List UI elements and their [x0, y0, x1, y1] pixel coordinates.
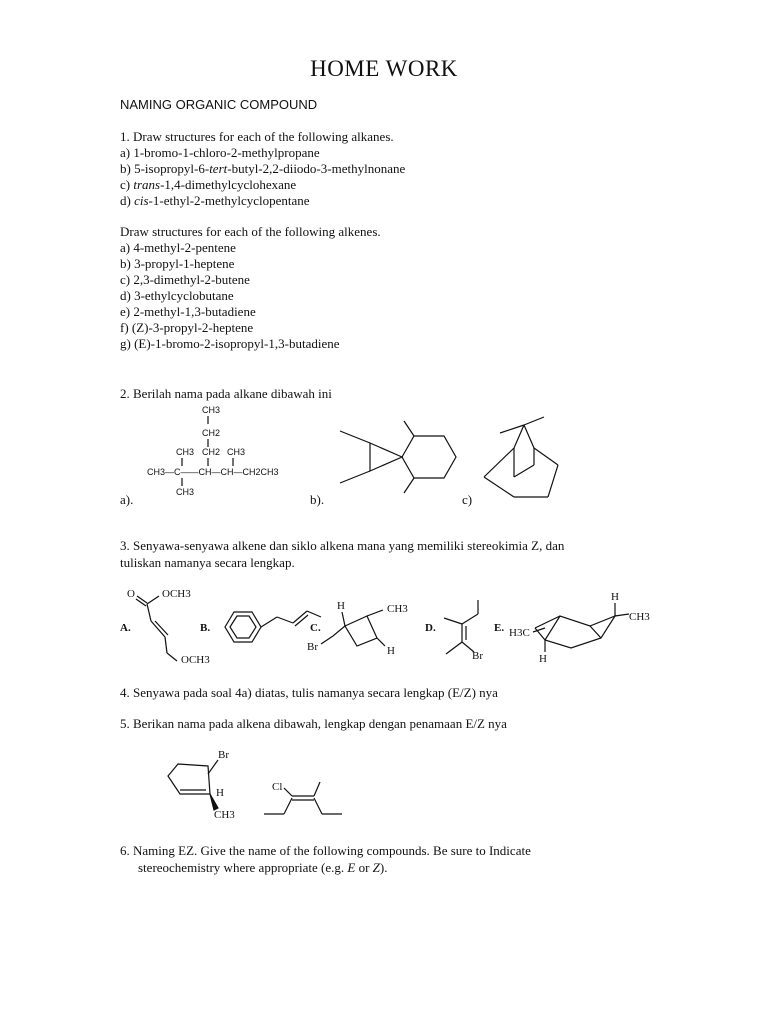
structure-3a [125, 585, 210, 670]
alkenes-heading: Draw structures for each of the following alkenes. [120, 224, 381, 239]
alkene-item: a) 4-methyl-2-pentene [120, 240, 236, 255]
atom-h-bottom-e: H [539, 653, 547, 665]
atom-ch3-1: CH3 [176, 447, 195, 457]
alkene-item: f) (Z)-3-propyl-2-heptene [120, 320, 254, 335]
atom-ch3-5: CH3 [214, 809, 235, 821]
atom-ch3-e: CH3 [629, 611, 650, 623]
q2-label-a: a). [120, 492, 134, 507]
q2-label-b: b). [310, 492, 325, 507]
atom-cl-5: Cl [272, 781, 283, 793]
cyclopropane-ring [370, 443, 402, 471]
structure-5b [262, 778, 352, 828]
main-chain: CH3—C——CH—CH—CH2CH3 [147, 467, 279, 477]
atom-ch3-c: CH3 [387, 603, 408, 615]
atom-h-bottom: H [387, 645, 395, 657]
page-title: HOME WORK [310, 56, 458, 81]
q5-text: 5. Berikan nama pada alkena dibawah, lengkap dengan penamaan E/Z nya [120, 716, 507, 731]
q3-label-a: A. [120, 622, 131, 634]
structure-2a [145, 402, 295, 502]
q3-label-e: E. [494, 622, 505, 634]
q3-label-d: D. [425, 622, 436, 634]
atom-ch3-bottom: CH3 [176, 487, 195, 497]
atom-och3-bottom: OCH3 [181, 654, 210, 666]
structure-3e [505, 588, 665, 668]
q1-item-b: b) 5-isopropyl-6-tert-butyl-2,2-diiodo-3-methylnonane [120, 161, 406, 176]
atom-h-top-e: H [611, 591, 619, 603]
alkene-item: e) 2-methyl-1,3-butadiene [120, 304, 256, 319]
atom-o: O [127, 588, 135, 600]
q3-heading-line1: 3. Senyawa-senyawa alkene dan siklo alkena mana yang memiliki stereokimia Z, dan [120, 538, 565, 553]
atom-ch2-b: CH2 [202, 447, 221, 457]
q4-text: 4. Senyawa pada soal 4a) diatas, tulis namanya secara lengkap (E/Z) nya [120, 685, 498, 700]
q1-item-c: c) trans-1,4-dimethylcyclohexane [120, 177, 297, 192]
q6-line2: stereochemistry where appropriate (e.g. E or Z). [138, 860, 388, 875]
structure-2c [478, 415, 578, 505]
q2-heading: 2. Berilah nama pada alkane dibawah ini [120, 386, 332, 401]
atom-ch3-top: CH3 [202, 405, 221, 415]
structure-2b [330, 415, 470, 505]
alkene-item: g) (E)-1-bromo-2-isopropyl-1,3-butadiene [120, 336, 340, 351]
q3-label-b: B. [200, 622, 211, 634]
atom-br-5: Br [218, 749, 229, 761]
section-heading: NAMING ORGANIC COMPOUND [120, 97, 318, 112]
structure-3c [305, 598, 415, 660]
atom-br-c: Br [307, 641, 318, 653]
cyclohexane-ring [402, 436, 456, 478]
atom-och3-top: OCH3 [162, 588, 191, 600]
chair-ring [535, 616, 615, 648]
alkene-item: c) 2,3-dimethyl-2-butene [120, 272, 250, 287]
q1-item-a: a) 1-bromo-1-chloro-2-methylpropane [120, 145, 320, 160]
structure-5a [160, 746, 250, 821]
atom-br-d: Br [472, 650, 483, 662]
q3-heading-line2: tuliskan namanya secara lengkap. [120, 555, 295, 570]
atom-h-top: H [337, 600, 345, 612]
q3-label-c: C. [310, 622, 321, 634]
atom-h3c-e: H3C [509, 627, 530, 639]
atom-h-5: H [216, 787, 224, 799]
alkene-item: b) 3-propyl-1-heptene [120, 256, 235, 271]
atom-ch2-a: CH2 [202, 428, 221, 438]
q6-line1: 6. Naming EZ. Give the name of the following compounds. Be sure to Indicate [120, 843, 531, 858]
q1-item-d: d) cis-1-ethyl-2-methylcyclopentane [120, 193, 310, 208]
structure-3d [438, 596, 498, 666]
q2-label-c: c) [462, 492, 473, 507]
atom-ch3-2: CH3 [227, 447, 246, 457]
q1-heading: 1. Draw structures for each of the following alkanes. [120, 129, 394, 144]
alkene-item: d) 3-ethylcyclobutane [120, 288, 234, 303]
